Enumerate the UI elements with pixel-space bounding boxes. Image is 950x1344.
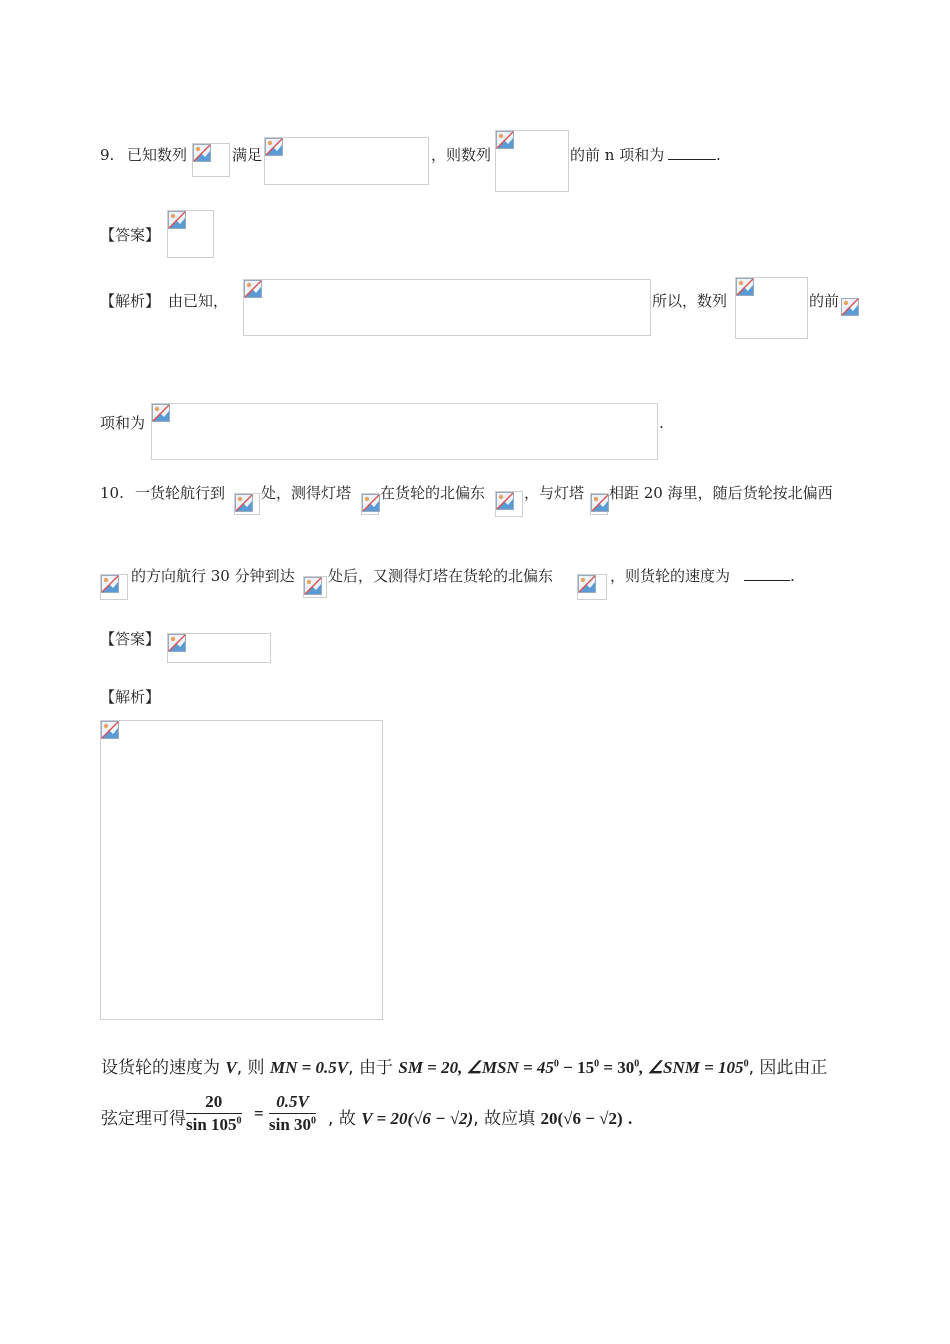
question-9-number: 9. [100,146,115,164]
question-10-analysis-label: 【解析】 [100,688,161,706]
broken-image-icon [167,210,214,258]
question-9-period: . [716,146,721,164]
question-10-period: . [790,567,795,585]
degree-mark: 0 [553,1058,559,1070]
broken-image-icon [495,491,523,517]
question-10-text-1: 一货轮航行到 [135,484,226,502]
question-9-analysis-period: . [659,414,664,432]
question-10-answer-blank [744,566,795,586]
question-9-answer-blank [668,145,721,165]
equation-fill-answer: 20(√6 − √2) [540,1109,623,1128]
broken-image-icon [243,279,651,336]
solution-text-5: 弦定理可得 [101,1109,186,1129]
broken-image-icon [495,130,569,192]
solution-text-3: , 由于 [348,1058,393,1078]
question-10-text-6: 的方向航行 30 分钟到达 [131,567,295,585]
degree-mark: 0 [743,1058,749,1070]
equals-sign: = [254,1104,264,1123]
fraction-0.5v-over-sin30 [269,1092,316,1135]
question-9-text-4: 的前 n 项和为 [570,146,665,164]
question-10-text-2: 处，测得灯塔 [261,484,352,502]
broken-image-icon [167,633,271,663]
question-10-answer-label: 【答案】 [100,630,161,648]
fraction-numerator: 0.5V [269,1092,316,1114]
question-9-analysis-text-2: 所以，数列 [652,292,728,310]
equation-v-result: V = 20(√6 − √2) [361,1109,474,1128]
broken-image-icon [100,720,383,1020]
solution-text-2: , 则 [236,1058,265,1078]
question-10-text-8: ，则货轮的速度为 [610,567,731,585]
solution-text-1: 设货轮的速度为 [101,1058,220,1078]
solution-text-7: , 故应填 [473,1109,536,1129]
broken-image-icon [590,493,608,515]
broken-image-icon [192,143,230,177]
solution-period: . [628,1109,633,1128]
broken-image-icon [735,277,808,339]
broken-image-icon [841,298,859,316]
broken-image-icon [303,576,327,598]
equation-minus-15: − 15 [558,1058,595,1077]
equation-snm: , ∠SNM = 105 [639,1058,744,1077]
fraction-denominator: $\sin 105^0$ [186,1115,242,1134]
question-9-text-2: 满足 [232,146,263,164]
question-9-analysis-text-4: 项和为 [100,414,146,432]
question-9-answer-label: 【答案】 [100,226,161,244]
broken-image-icon [361,493,379,515]
equation-sm-msn: SM = 20, ∠MSN = 45 [398,1058,554,1077]
question-9-text-1: 已知数列 [127,146,188,164]
broken-image-icon [577,574,607,600]
solution-text-4: , 因此由正 [748,1058,828,1078]
equation-equals-30: = 30 [599,1058,635,1077]
degree-mark: 0 [634,1058,640,1070]
fraction-numerator: 20 [186,1092,242,1114]
question-10-text-5: 相距 20 海里，随后货轮按北偏西 [609,484,833,502]
equation-mn: MN = 0.5V [269,1058,349,1077]
question-10-text-3: 在货轮的北偏东 [380,484,486,502]
broken-image-icon [264,137,429,185]
solution-line-2-tail [328,1104,632,1129]
broken-image-icon [234,493,260,515]
question-9-analysis-label: 【解析】 [100,292,161,310]
fraction-denominator: $\sin 30^0$ [269,1115,317,1134]
question-10-number: 10. [100,484,124,502]
solution-text-6: , 故 [328,1109,356,1129]
question-9-text-3: ，则数列 [431,146,492,164]
degree-mark: 0 [594,1058,600,1070]
solution-var-v: V [225,1058,237,1077]
question-9-analysis-text-1: 由已知， [168,292,229,310]
solution-line-1 [101,1053,827,1078]
question-10-text-7: 处后，又测得灯塔在货轮的北偏东 [328,567,554,585]
question-9-analysis-text-3: 的前 [809,292,840,310]
broken-image-icon [151,403,658,460]
question-10-text-4: ，与灯塔 [524,484,585,502]
fraction-20-over-sin105 [186,1092,242,1135]
broken-image-icon [100,574,128,600]
